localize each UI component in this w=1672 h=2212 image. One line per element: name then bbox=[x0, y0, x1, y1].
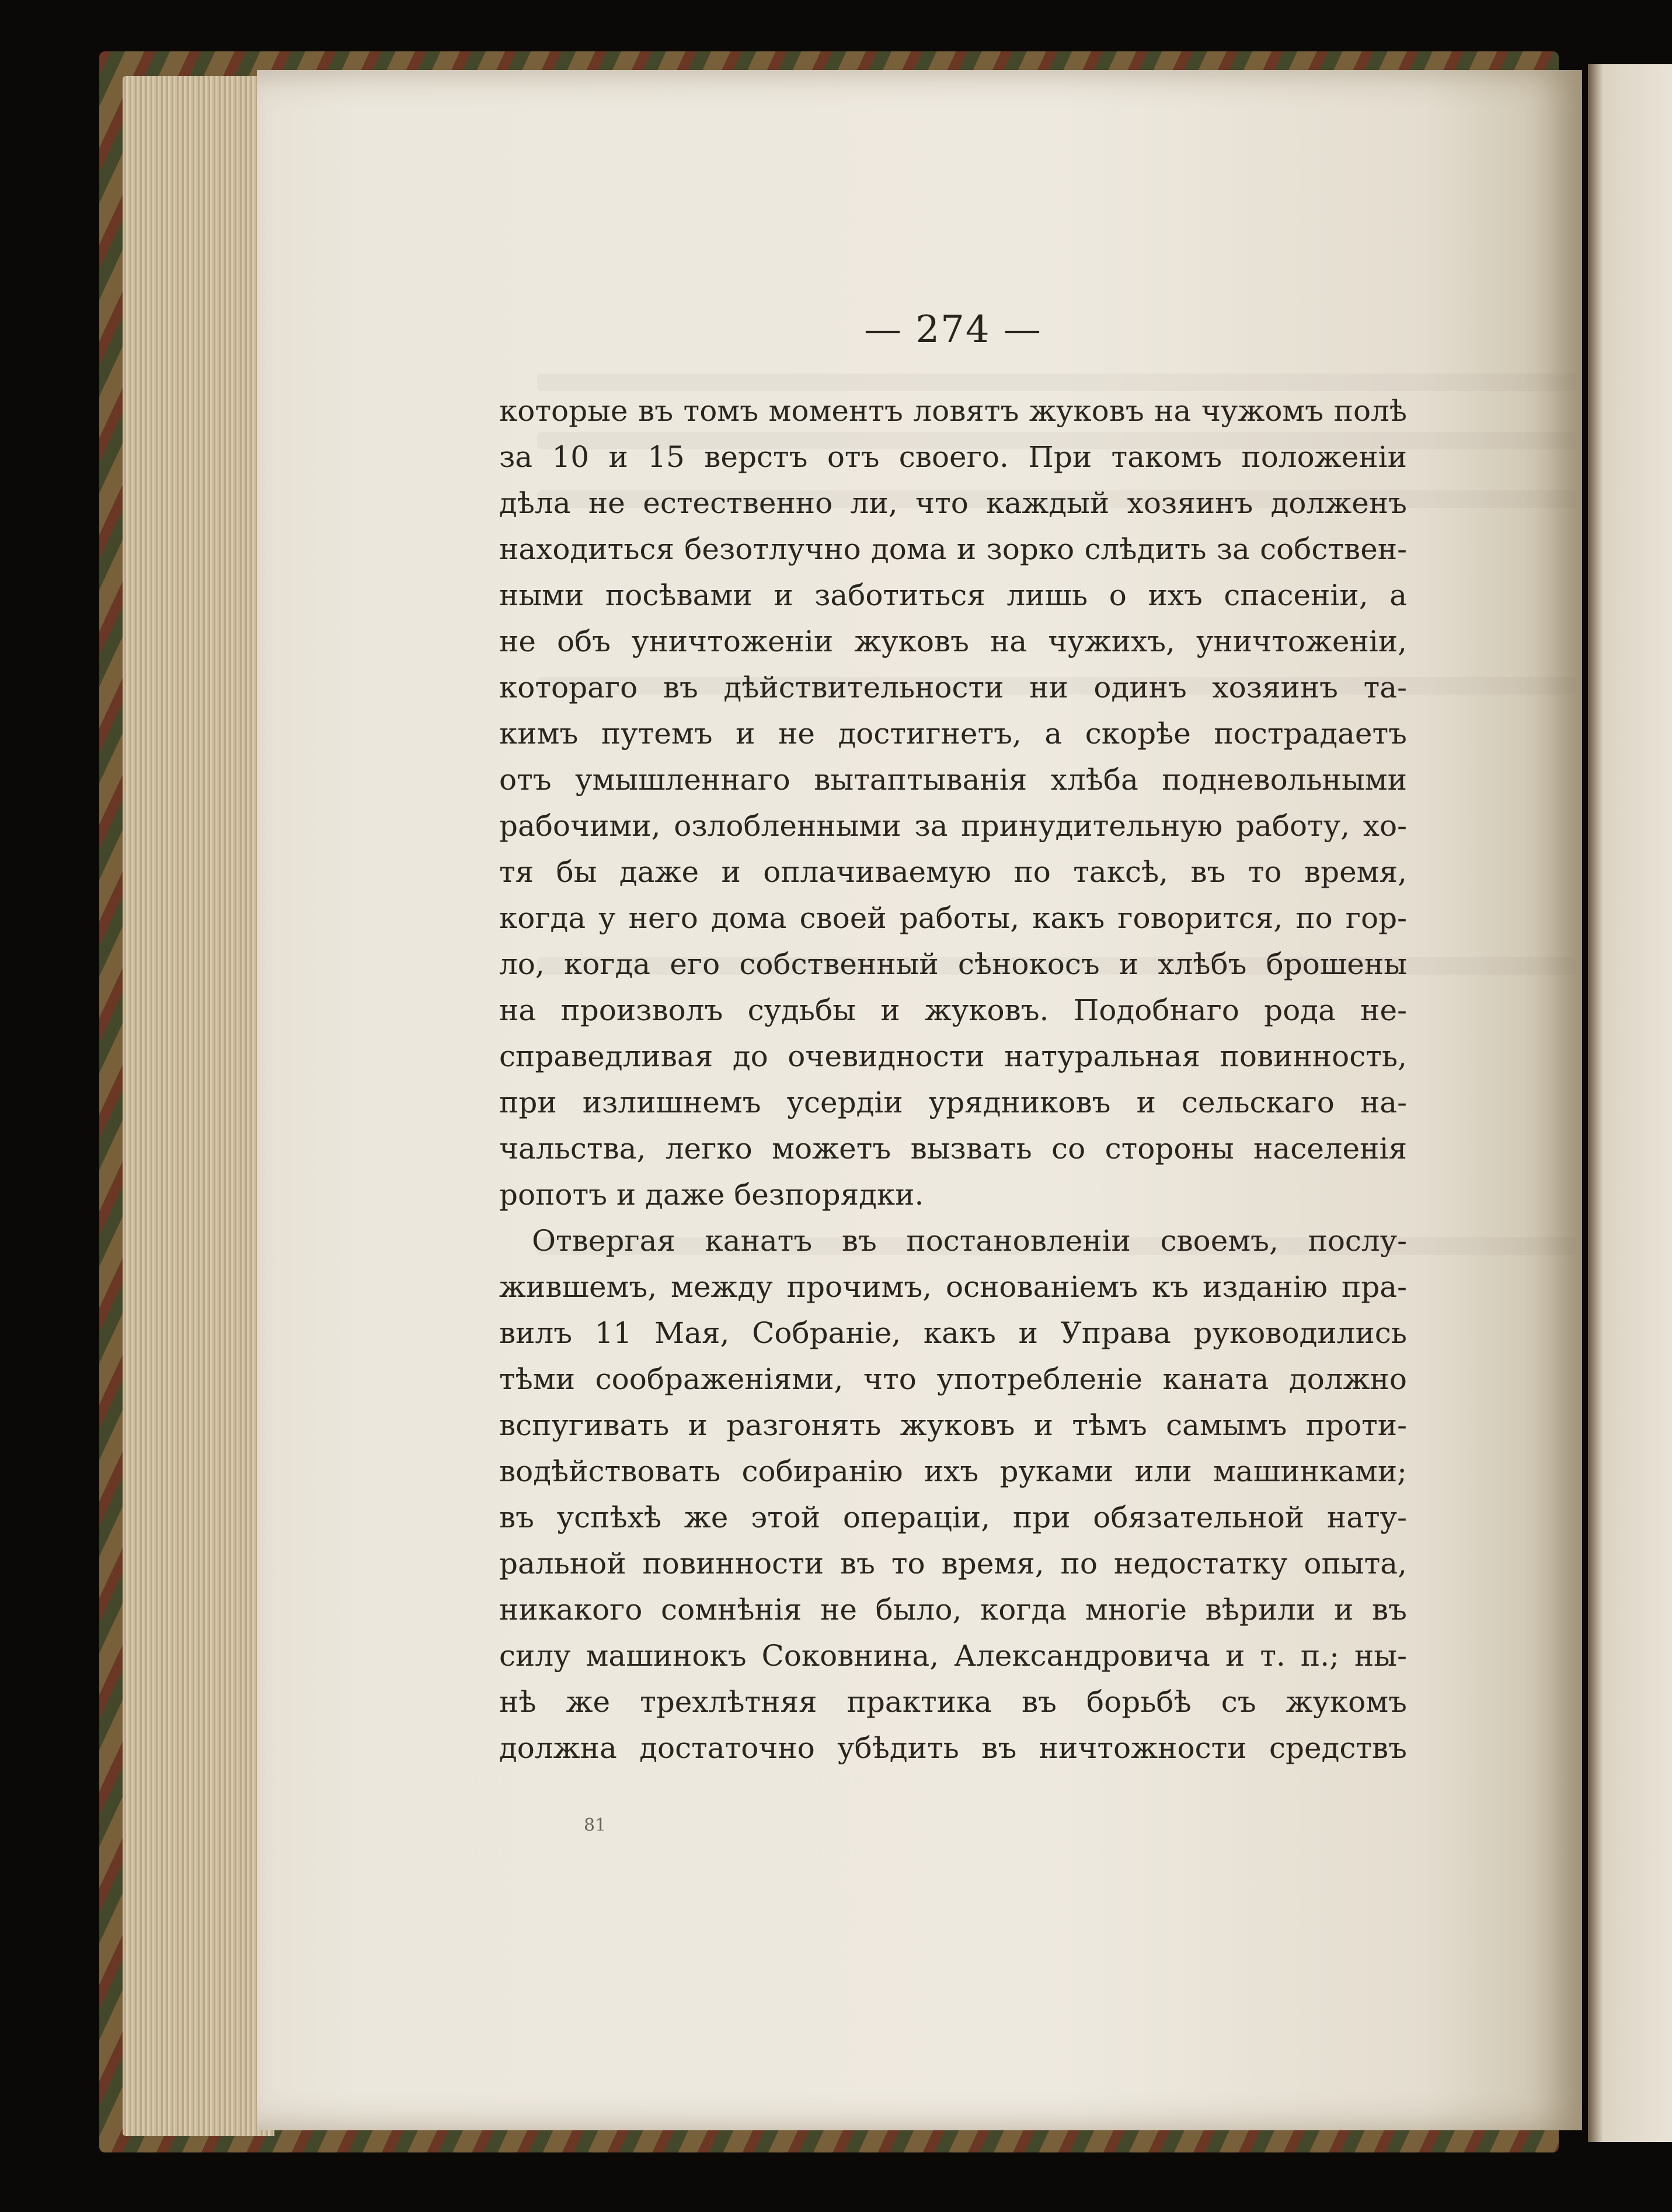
text-line: должна достаточно убѣдить въ ничтожности средствъ bbox=[499, 1731, 1407, 1765]
text-line: кимъ путемъ и не достигнетъ, а скорѣе пострадаетъ bbox=[499, 717, 1407, 751]
text-line: вспугивать и разгонять жуковъ и тѣмъ самымъ проти- bbox=[499, 1408, 1407, 1442]
text-line: на произволъ судьбы и жуковъ. Подобнаго рода не- bbox=[499, 993, 1407, 1027]
text-line: отъ умышленнаго вытаптыванія хлѣба подневольными bbox=[499, 763, 1407, 797]
text-line: не объ уничтоженіи жуковъ на чужихъ, уничтоженіи, bbox=[499, 624, 1407, 658]
text-line: чальства, легко можетъ вызвать со стороны населенія bbox=[499, 1132, 1407, 1166]
facing-page-edge bbox=[1588, 64, 1672, 2142]
text-line: дѣла не естественно ли, что каждый хозяинъ долженъ bbox=[499, 486, 1407, 520]
text-line: водѣйствовать собиранію ихъ руками или машинками; bbox=[499, 1454, 1407, 1488]
text-line: рабочими, озлобленными за принудительную работу, хо- bbox=[499, 809, 1407, 843]
text-line: при излишнемъ усердіи урядниковъ и сельскаго на- bbox=[499, 1086, 1407, 1119]
text-line: нѣ же трехлѣтняя практика въ борьбѣ съ жукомъ bbox=[499, 1685, 1407, 1719]
signature-mark: 81 bbox=[584, 1815, 607, 1836]
text-line: ропотъ и даже безпорядки. bbox=[499, 1178, 924, 1212]
text-line: тя бы даже и оплачиваемую по таксѣ, въ то время, bbox=[499, 855, 1407, 889]
text-line: въ успѣхѣ же этой операціи, при обязательной нату- bbox=[499, 1501, 1407, 1534]
text-line: находиться безотлучно дома и зорко слѣдить за собствен- bbox=[499, 532, 1407, 566]
text-line: ло, когда его собственный сѣнокосъ и хлѣбъ брошены bbox=[499, 947, 1407, 981]
body-text bbox=[499, 388, 1407, 1771]
text-line: за 10 и 15 верстъ отъ своего. При такомъ положеніи bbox=[499, 440, 1407, 474]
text-line: никакого сомнѣнія не было, когда многіе вѣрили и въ bbox=[499, 1593, 1407, 1627]
text-line: ными посѣвами и заботиться лишь о ихъ спасеніи, а bbox=[499, 578, 1407, 612]
page-edges bbox=[123, 76, 274, 2136]
text-line: котораго въ дѣйствительности ни одинъ хозяинъ та- bbox=[499, 671, 1407, 704]
text-line: тѣми соображеніями, что употребленіе каната должно bbox=[499, 1362, 1407, 1396]
text-line: справедливая до очевидности натуральная повинность, bbox=[499, 1039, 1407, 1073]
text-line: силу машинокъ Соковнина, Александровича и т. п.; ны- bbox=[499, 1639, 1407, 1673]
page-content bbox=[499, 306, 1407, 1771]
text-line: ральной повинности въ то время, по недостатку опыта, bbox=[499, 1547, 1407, 1581]
text-line: вилъ 11 Мая, Собраніе, какъ и Управа руководились bbox=[499, 1316, 1407, 1350]
text-line: жившемъ, между прочимъ, основаніемъ къ изданію пра- bbox=[499, 1270, 1407, 1304]
text-line: когда у него дома своей работы, какъ говорится, по гор- bbox=[499, 901, 1407, 935]
page-number: — 274 — bbox=[864, 308, 1042, 351]
text-line: Отвергая канатъ въ постановленіи своемъ, послу- bbox=[532, 1224, 1407, 1258]
text-line: которые въ томъ моментъ ловятъ жуковъ на чужомъ полѣ bbox=[499, 394, 1407, 428]
